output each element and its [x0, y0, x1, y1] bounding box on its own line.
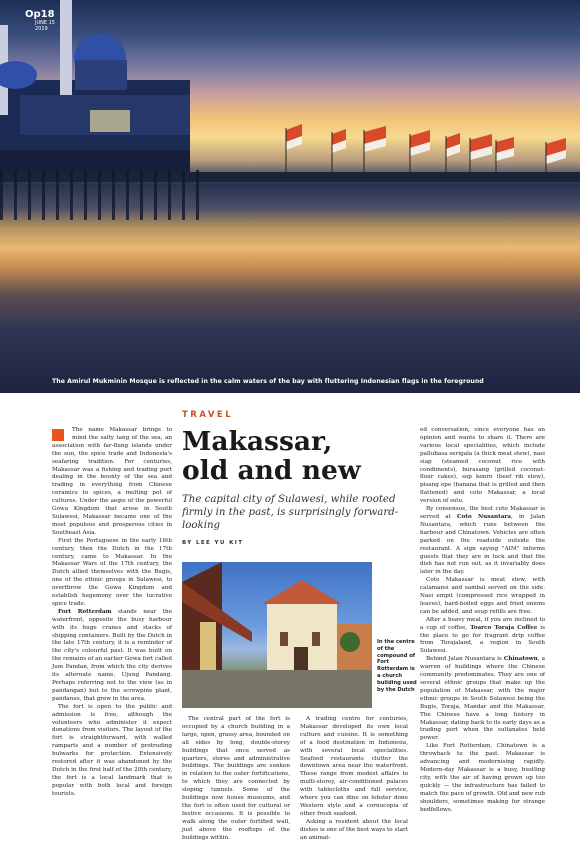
body-column-4: [420, 427, 546, 813]
byline: BY LEE YU KIT: [182, 540, 244, 546]
body-column-3: [300, 716, 408, 841]
paragraph: ed conversation, since everyone has an opinion and wants to share it. There are various local specialities, which include pallubasa serigala (a thick meat stew), nasi siap (steamed coconut rice with condiments), burasang (grilled coconut-flour cakes), sop konro (beef rib stew), pisang epe (banana that is grilled and then flattened) and coto Makassar, a local version of soto.: [420, 427, 545, 505]
issue-date: JUNE 15: [35, 20, 55, 26]
place-name: Coto Nusantara: [457, 513, 512, 520]
article-standfirst: The capital city of Sulawesi, while rooted firmly in the past, is surprisingly forward-looking: [182, 494, 399, 531]
body-column-1: [52, 427, 172, 807]
headline-line-2: old and new: [182, 455, 361, 486]
pier: [0, 170, 200, 220]
paragraph: The central part of the fort is occupied by a church building in a large, open, grassy area, bounded on all sides by long, double-storey buildings that once served as quarters, stores and administrative buildings. The buildings are sunken in relation to the outer fortifications, to which they are connected by sloping tunnels. Some of the buildings now house museums, and the fort is often used for cultural or festive occasions. It is possible to walk along the outer fortified wall, just above the rooftops of the buildings within.: [182, 716, 290, 841]
paragraph: Like Fort Rotterdam, Chinatown is a throwback to the past. Makassar is advancing and modernising rapidly. Modern-day Makassar is a busy, bustling city, with the air of having grown up too quickly — the infrastructure has failed to match the pace of growth. Old and new rub shoulders, sometimes making for strange bedfellows.: [420, 743, 545, 813]
paragraph: Coto Makassar is meat stew, with calamansi and sambal served on the side. Nasi empit (compressed rice wrapped in leaves), hard-boiled eggs and fried onions can be added, and soup refills are free.: [420, 577, 545, 615]
paragraph: Fort Rotterdam stands near the waterfront, opposite the busy harbour with its huge cranes and stacks of shipping containers. Built by the Dutch in the late 17th century, it is a reminder of the city's colourful past. It was built on the remains of an earlier Gowa fort called Jum Pandan, from which the city derives its alternate name, Ujung Pandang. Perhaps referring not to the view (as in pandangan) but to the screwpine plant, pandanus, that grew in the area.: [52, 608, 173, 702]
place-name: Chinatown: [503, 656, 538, 663]
paragraph: The fort is open to the public and admission is free, although the volunteers who administer it expect donations from visitors. The layout of the fort is straightforward, with walled ramparts and a number of protruding bulwarks for protection. Extensively restored after it was abandoned by the Dutch in the first half of the 20th century, the fort is a local landmark that is popular with both local and foreign tourists.: [52, 703, 172, 797]
headline-line-1: Makassar,: [182, 426, 333, 457]
place-name: Toarco Toraja Coffee: [470, 624, 538, 631]
hero-photo: [0, 0, 580, 393]
paragraph: After a heavy meal, if you are inclined to a cup of coffee, Toarco Toraja Coffee is the place to go for fragrant drip coffee from Torajaland, a region in South Sulawesi.: [420, 616, 545, 655]
paragraph: A trading centre for centuries, Makassar developed its own local culture and cuisine. It is something of a food destination in Indonesia, with several local specialities. Seafood restaurants clutter the downtown area near the waterfront. These range from modest affairs to multi-storey, air-conditioned palaces with tablecloths and full service, where you can dine on lobster done Western style and a cornucopia of other fresh seafood.: [300, 716, 408, 817]
paragraph: Behind Jalan Nusantara is Chinatown, a warren of buildings where the Chinese community predominates. They are one of several ethnic groups that make up the population of Makassar, with the major ethnic groups in South Sulawesi being the Bugis, Toraja, Mandar and the Makassar. The Chinese have a long history in Makassar, dating back to its early days as a trading port when the sultanates held power.: [420, 656, 546, 742]
body-column-2: [182, 716, 290, 841]
section-label: TRAVEL: [182, 410, 234, 420]
fort-illustration: [182, 562, 372, 708]
page-number: Op18: [25, 9, 55, 20]
fort-caption: In the centre of the compound of Fort Rotterdam is a church building used by the Dutch: [377, 639, 417, 693]
drop-cap-square: [52, 429, 64, 441]
issue-year: 2019: [35, 26, 48, 32]
paragraph: The name Makassar brings to mind the salty tang of the sea, an association with far-flung islands under the sun, the spice trade and Indonesia's seafaring tradition. For centuries, Makassar was a fishing and trading port dealing in the bounty of the sea and trading in everything from Chinese ceramics to spices, a melting pot of cultures. Under the aegis of the powerful Gowa Kingdom that arose in South Sulawesi, Makassar became one of the most populous and prosperous cities in Southeast Asia.: [52, 427, 172, 536]
hero-caption: The Amirul Mukminin Mosque is reflected in the calm waters of the bay with fluttering Indonesian flags in the foreground: [52, 378, 484, 385]
place-name: Fort Rotterdam: [58, 608, 112, 615]
paragraph: First the Portuguese in the early 16th century, then the Dutch in the 17th century, came to Makassar. In the Makassar Wars of the 17th century, the Dutch allied themselves with the Bugis, one of the ethnic groups in Sulawesi, to overthrow the Gowa Kingdom and establish hegemony over the lucrative spice trade.: [52, 537, 172, 607]
fort-photo: [182, 562, 372, 708]
page-folio: [25, 9, 55, 32]
flags-illustration: [270, 120, 580, 180]
paragraph: Asking a resident about the local dishes is one of the best ways to start an animat-: [300, 818, 408, 841]
paragraph: By consensus, the best coto Makassar is served at Coto Nusantara, in Jalan Nusantara, which runs between the harbour and Chinatown. Vehicles are often parked on the roadside outside the restaurant. A sign saying "AIM" informs guests that they are in luck and that the dish has not run out, as it invariably does later in the day.: [420, 506, 545, 576]
article-headline: [182, 427, 402, 485]
